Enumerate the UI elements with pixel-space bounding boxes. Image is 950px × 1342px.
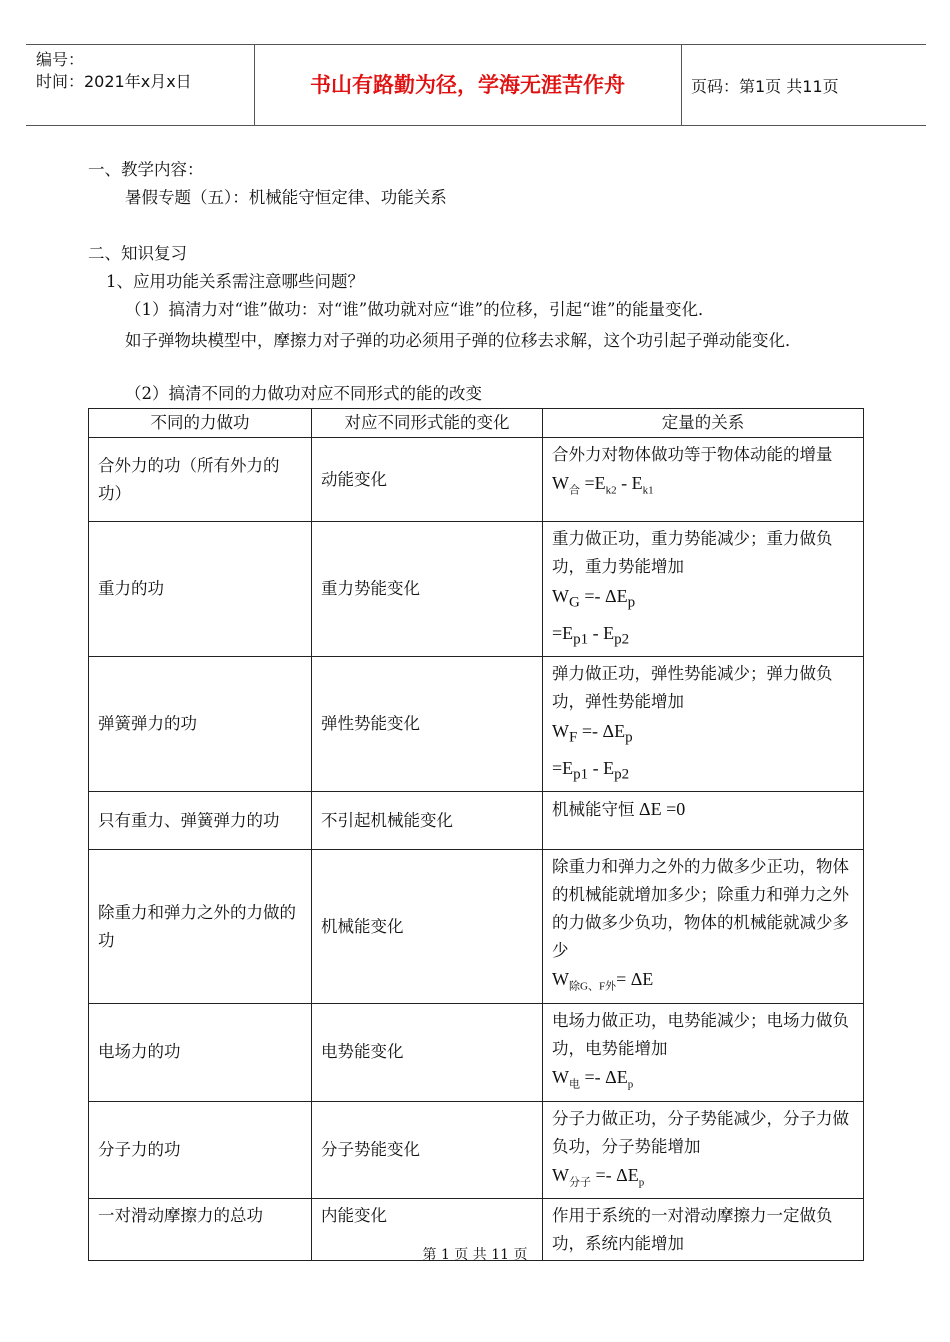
relation-desc: 作用于系统的一对滑动摩擦力一定做负功，系统内能增加 (552, 1206, 833, 1254)
table-header: 不同的力做功 (89, 409, 312, 438)
formula: ΔE =0 (634, 799, 686, 820)
formula: $=E_{p1} - E_{p2}$ (552, 757, 630, 783)
table-row (89, 1003, 864, 1101)
energy-cell: 不引起机械能变化 (312, 792, 543, 850)
energy-cell: 动能变化 (312, 438, 543, 522)
relation-desc: 重力做正功，重力势能减少；重力做负功，重力势能增加 (552, 529, 833, 576)
formula: $W_电 =- \Delta E_p$ (552, 1066, 634, 1091)
paragraph-3: （2）搞清不同的力做功对应不同形式的能的改变 (125, 384, 482, 403)
table-row (89, 657, 864, 792)
relation-desc: 合外力对物体做功等于物体动能的增量 (552, 445, 833, 464)
force-cell: 电场力的功 (89, 1003, 312, 1101)
formula: $W_F =- \Delta E_p$ (552, 721, 633, 746)
relation-desc: 分子力做正功，分子势能减少，分子力做负功，分子势能增加 (552, 1108, 849, 1156)
formula: $W_{除G、F外}= \Delta E$ (552, 969, 654, 993)
energy-cell: 重力势能变化 (312, 522, 543, 657)
force-cell: 分子力的功 (89, 1101, 312, 1199)
section-1-title: 一、教学内容： (88, 160, 204, 179)
formula: $W_合 =E_{k2} - E_{k1}$ (552, 473, 654, 497)
relation-desc: 弹力做正功，弹性势能减少；弹力做负功，弹性势能增加 (552, 664, 833, 712)
relation-cell (543, 522, 864, 657)
formula: $=E_{p1} - E_{p2}$ (552, 622, 630, 648)
force-cell: 重力的功 (89, 522, 312, 657)
relation-desc: 除重力和弹力之外的力做多少正功，物体的机械能就增加多少；除重力和弹力之外的力做多少负功，物体的机械能就减少多少 (552, 857, 849, 961)
table-header: 定量的关系 (543, 409, 864, 438)
relation-desc: 电场力做正功，电势能减少；电场力做负功，电势能增加 (552, 1010, 849, 1058)
relation-cell (543, 850, 864, 1004)
relation-desc: 机械能守恒 (552, 800, 635, 820)
header-motto: 书山有路勤为径，学海无涯苦作舟 (310, 73, 625, 97)
question-1: 1、应用功能关系需注意哪些问题？ (106, 272, 364, 291)
relation-cell (543, 657, 864, 792)
relation-cell (543, 792, 864, 850)
energy-cell: 分子势能变化 (312, 1101, 543, 1199)
force-cell: 合外力的功（所有外力的功） (89, 438, 312, 522)
header-divider (681, 45, 682, 125)
header-meta (36, 49, 192, 93)
section-1-content: 暑假专题（五）：机械能守恒定律、功能关系 (125, 188, 447, 207)
section-2-title: 二、知识复习 (88, 244, 187, 263)
formula: $W_{分子} =- \Delta E_p$ (552, 1164, 645, 1189)
force-cell: 弹簧弹力的功 (89, 657, 312, 792)
table-row (89, 850, 864, 1004)
time-label: 时间：2021年x月x日 (36, 72, 192, 91)
paragraph-1: （1）搞清力对“谁”做功：对“谁”做功就对应“谁”的位移，引起“谁”的能量变化． (125, 300, 715, 319)
force-cell: 只有重力、弹簧弹力的功 (89, 792, 312, 850)
serial-label: 编号： (36, 50, 85, 69)
page-header (26, 44, 926, 126)
energy-cell: 内能变化 (312, 1199, 543, 1261)
table-header: 对应不同形式能的变化 (312, 409, 543, 438)
energy-cell: 弹性势能变化 (312, 657, 543, 792)
work-energy-table (88, 408, 864, 1261)
header-page-info: 页码：第1页 共11页 (691, 77, 839, 96)
table-header-row (89, 409, 864, 438)
force-cell: 除重力和弹力之外的力做的功 (89, 850, 312, 1004)
formula: $W_G =- \Delta E_p$ (552, 586, 636, 611)
relation-cell (543, 1101, 864, 1199)
table-row (89, 438, 864, 522)
table-row (89, 522, 864, 657)
force-cell: 一对滑动摩擦力的总功 (89, 1199, 312, 1261)
paragraph-2: 如子弹物块模型中，摩擦力对子弹的功必须用子弹的位移去求解，这个功引起子弹动能变化． (125, 331, 802, 350)
relation-cell (543, 1003, 864, 1101)
energy-cell: 机械能变化 (312, 850, 543, 1004)
energy-cell: 电势能变化 (312, 1003, 543, 1101)
page-footer: 第 1 页 共 11 页 (422, 1247, 528, 1263)
relation-cell (543, 438, 864, 522)
table-row (89, 792, 864, 850)
table-row (89, 1101, 864, 1199)
